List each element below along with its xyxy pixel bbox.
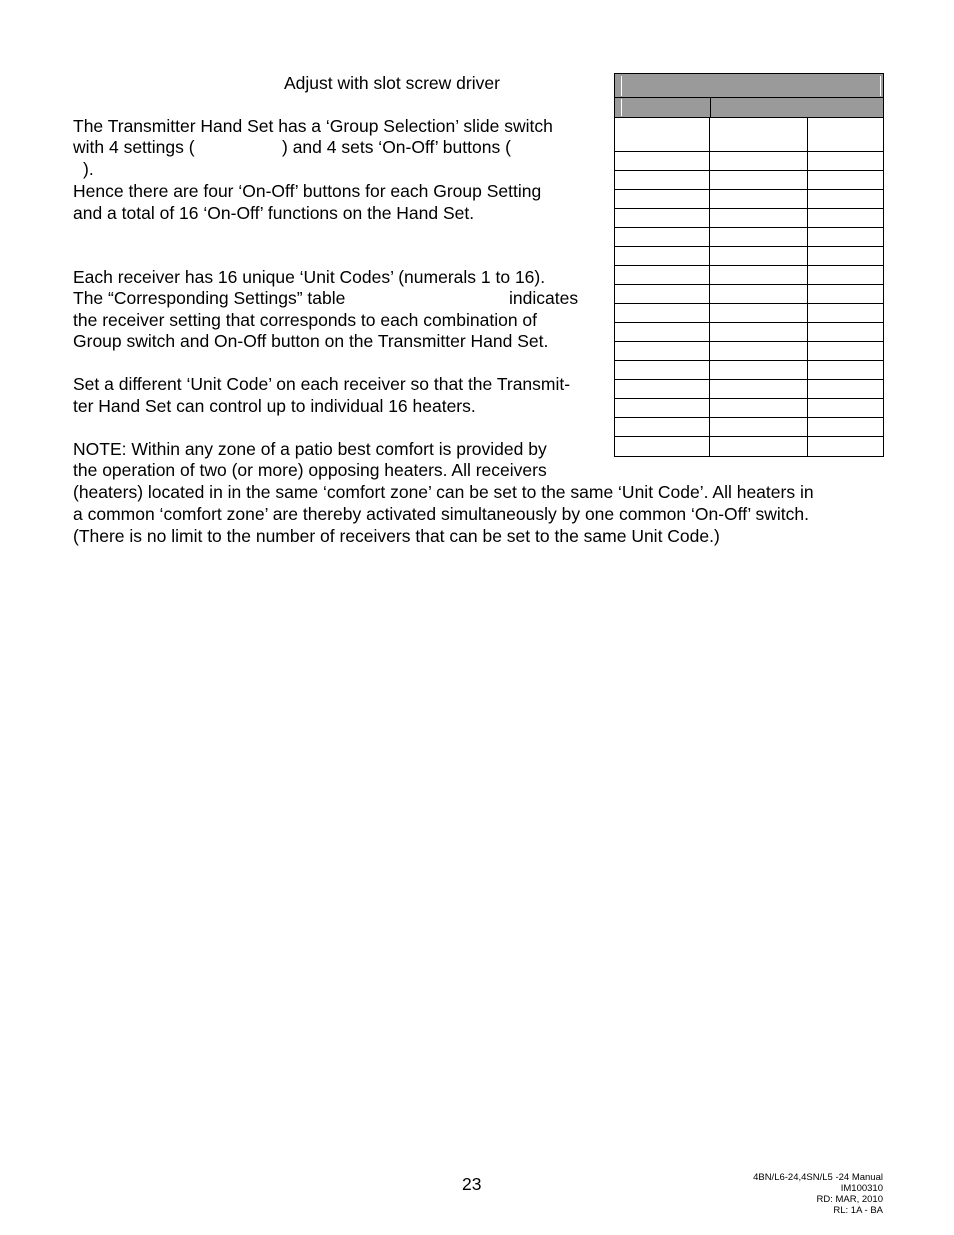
table-row bbox=[615, 247, 883, 266]
table-cell bbox=[808, 171, 883, 189]
table-row bbox=[615, 361, 883, 380]
table-cell bbox=[710, 209, 808, 227]
table-row bbox=[615, 418, 883, 437]
table-cell bbox=[808, 399, 883, 417]
paragraph-line: ). bbox=[83, 159, 94, 179]
table-row bbox=[615, 190, 883, 209]
table-cell bbox=[710, 399, 808, 417]
paragraph-line: indicates bbox=[509, 288, 579, 308]
table-cell bbox=[808, 228, 883, 246]
paragraph-line: with 4 settings ( bbox=[73, 137, 195, 157]
table-cell bbox=[615, 285, 710, 303]
table-row bbox=[615, 323, 883, 342]
table-row bbox=[615, 437, 883, 456]
table-cell bbox=[808, 247, 883, 265]
table-cell bbox=[615, 209, 710, 227]
table-cell bbox=[808, 152, 883, 170]
subheader-cell bbox=[710, 118, 808, 151]
revision-date: RD: MAR, 2010 bbox=[816, 1194, 883, 1205]
table-row bbox=[615, 342, 883, 361]
table-cell bbox=[710, 418, 808, 436]
table-row bbox=[615, 171, 883, 190]
table-row bbox=[615, 209, 883, 228]
note-line: the operation of two (or more) opposing heaters. All receivers bbox=[73, 460, 547, 480]
header-divider bbox=[621, 99, 622, 116]
table-cell bbox=[710, 247, 808, 265]
table-cell bbox=[710, 304, 808, 322]
table-row bbox=[615, 380, 883, 399]
table-subheader-row bbox=[615, 118, 883, 152]
document-footer bbox=[753, 1172, 883, 1216]
table-cell bbox=[808, 285, 883, 303]
table-cell bbox=[808, 190, 883, 208]
table-cell bbox=[615, 190, 710, 208]
subheader-cell bbox=[808, 118, 883, 151]
table-cell bbox=[710, 228, 808, 246]
table-row bbox=[615, 304, 883, 323]
table-cell bbox=[808, 323, 883, 341]
table-cell bbox=[615, 247, 710, 265]
table-cell bbox=[615, 418, 710, 436]
table-cell bbox=[808, 209, 883, 227]
table-cell bbox=[710, 342, 808, 360]
note-line: a common ‘comfort zone’ are thereby activated simultaneously by one common ‘On-Off’ switch. bbox=[73, 504, 809, 524]
paragraph-line: ) and 4 sets ‘On-Off’ buttons ( bbox=[282, 137, 511, 157]
table-row bbox=[615, 266, 883, 285]
manual-title: 4BN/L6-24,4SN/L5 -24 Manual bbox=[753, 1172, 883, 1183]
table-cell bbox=[710, 437, 808, 456]
revision-level: RL: 1A - BA bbox=[833, 1205, 883, 1216]
table-cell bbox=[808, 437, 883, 456]
table-row bbox=[615, 399, 883, 418]
table-header-row bbox=[615, 98, 883, 118]
table-cell bbox=[710, 323, 808, 341]
note-line: NOTE: Within any zone of a patio best comfort is provided by bbox=[73, 439, 547, 459]
table-cell bbox=[615, 228, 710, 246]
table-cell bbox=[615, 361, 710, 379]
note-line: (heaters) located in in the same ‘comfort zone’ can be set to the same ‘Unit Code’. All heaters in bbox=[73, 482, 814, 502]
header-cell bbox=[711, 98, 883, 117]
paragraph-line: and a total of 16 ‘On-Off’ functions on the Hand Set. bbox=[73, 203, 475, 223]
table-cell bbox=[615, 152, 710, 170]
table-cell bbox=[615, 171, 710, 189]
paragraph-line: Each receiver has 16 unique ‘Unit Codes’ (numerals 1 to 16). bbox=[73, 267, 546, 287]
subheader-cell bbox=[615, 118, 710, 151]
table-cell bbox=[615, 342, 710, 360]
header-cell bbox=[615, 98, 711, 117]
paragraph-line: the receiver setting that corresponds to each combination of bbox=[73, 310, 538, 330]
table-cell bbox=[710, 380, 808, 398]
table-cell bbox=[808, 361, 883, 379]
table-cell bbox=[808, 380, 883, 398]
table-cell bbox=[615, 437, 710, 456]
table-cell bbox=[615, 399, 710, 417]
table-cell bbox=[710, 171, 808, 189]
note-line: (There is no limit to the number of receivers that can be set to the same Unit Code.) bbox=[73, 526, 720, 546]
table-title-bar bbox=[615, 74, 883, 98]
table-cell bbox=[808, 418, 883, 436]
table-cell bbox=[615, 266, 710, 284]
paragraph-line: The “Corresponding Settings” table bbox=[73, 288, 346, 308]
table-row bbox=[615, 285, 883, 304]
table-cell bbox=[710, 190, 808, 208]
table-cell bbox=[710, 285, 808, 303]
table-cell bbox=[615, 323, 710, 341]
paragraph-line: Hence there are four ‘On-Off’ buttons for each Group Setting bbox=[73, 181, 542, 201]
corresponding-settings-table bbox=[614, 73, 884, 457]
paragraph-line: Group switch and On-Off button on the Transmitter Hand Set. bbox=[73, 331, 549, 351]
table-cell bbox=[710, 152, 808, 170]
table-cell bbox=[615, 304, 710, 322]
screwdriver-caption: Adjust with slot screw driver bbox=[284, 73, 500, 93]
table-cell bbox=[710, 266, 808, 284]
table-cell bbox=[808, 266, 883, 284]
paragraph-line: Set a different ‘Unit Code’ on each receiver so that the Transmit- bbox=[73, 374, 571, 394]
paragraph-line: ter Hand Set can control up to individual 16 heaters. bbox=[73, 396, 476, 416]
title-divider bbox=[880, 76, 881, 96]
table-cell bbox=[808, 304, 883, 322]
page-number: 23 bbox=[462, 1174, 482, 1194]
table-cell bbox=[710, 361, 808, 379]
document-id: IM100310 bbox=[840, 1183, 883, 1194]
paragraph-line: The Transmitter Hand Set has a ‘Group Selection’ slide switch bbox=[73, 116, 553, 136]
title-divider bbox=[621, 76, 622, 96]
table-cell bbox=[615, 380, 710, 398]
table-row bbox=[615, 228, 883, 247]
table-row bbox=[615, 152, 883, 171]
table-cell bbox=[808, 342, 883, 360]
